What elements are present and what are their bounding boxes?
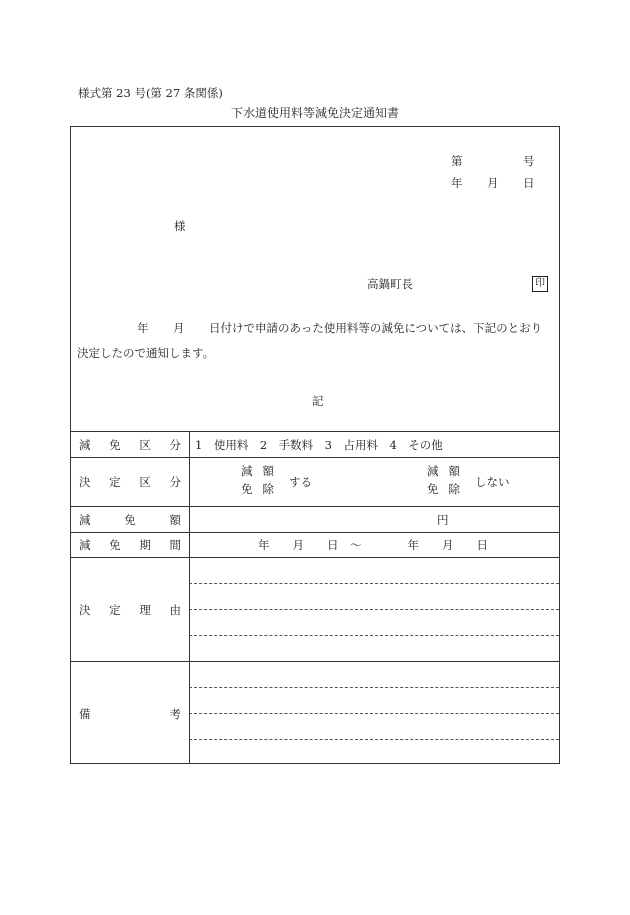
issuer-name: 高鍋町長 [367, 277, 413, 291]
reason-write-line[interactable] [189, 609, 559, 610]
date-year-label: 年 [451, 176, 463, 190]
period-value[interactable]: 年 月 日 ～ 年 月 日 [258, 538, 488, 552]
remarks-write-line[interactable] [189, 713, 559, 714]
decision-yes-options[interactable]: 減額 免除 [241, 464, 284, 496]
category-label: 減 免 区 分 [79, 438, 181, 452]
ki-heading: 記 [312, 394, 324, 408]
category-options[interactable]: 1 使用料 2 手数料 3 占用料 4 その他 [195, 438, 443, 452]
decision-label: 決 定 区 分 [79, 475, 181, 489]
body-year-label: 年 [137, 321, 149, 335]
body-text-line1: 日付けで申請のあった使用料等の減免については、下記のとおり [209, 321, 543, 335]
remarks-write-line[interactable] [189, 687, 559, 688]
decision-yes-suffix: する [289, 475, 312, 489]
period-label: 減 免 期 間 [79, 538, 181, 552]
date-month-label: 月 [487, 176, 499, 190]
row-divider [71, 661, 559, 662]
table-top-border [71, 431, 559, 432]
number-prefix: 第 [451, 154, 463, 168]
decision-no-suffix: しない [475, 475, 510, 489]
reason-write-line[interactable] [189, 583, 559, 584]
document-title: 下水道使用料等減免決定通知書 [230, 106, 399, 120]
row-divider [71, 506, 559, 507]
amount-label: 減 免 額 [79, 513, 181, 527]
number-suffix: 号 [523, 154, 535, 168]
notice-frame [70, 126, 560, 764]
remarks-label: 備 考 [79, 707, 181, 721]
body-text-line2: 決定したので通知します。 [77, 346, 215, 360]
decision-no-options[interactable]: 減額 免除 [427, 464, 470, 496]
form-number: 様式第 23 号(第 27 条関係) [78, 86, 223, 100]
body-month-label: 月 [173, 321, 185, 335]
reason-write-line[interactable] [189, 635, 559, 636]
row-divider [71, 457, 559, 458]
row-divider [71, 557, 559, 558]
addressee-suffix: 様 [174, 219, 186, 233]
remarks-write-line[interactable] [189, 739, 559, 740]
seal-mark: 印 [532, 276, 548, 292]
date-day-label: 日 [523, 176, 535, 190]
amount-unit: 円 [437, 513, 449, 527]
row-divider [71, 532, 559, 533]
reason-label: 決 定 理 由 [79, 603, 181, 617]
